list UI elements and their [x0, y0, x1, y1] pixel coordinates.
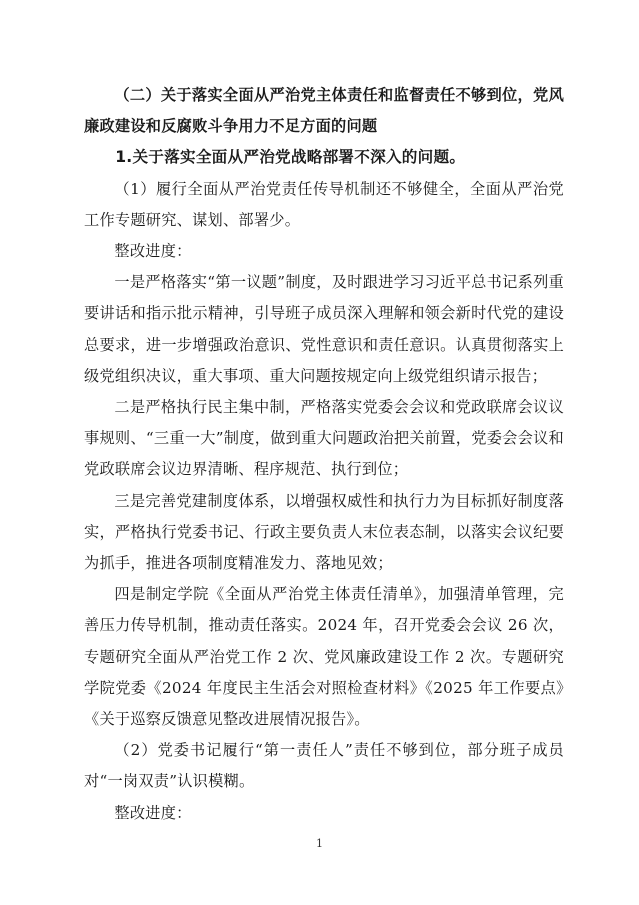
- document-body: [84, 80, 564, 829]
- issue-paragraph-1: （1）履行全面从严治党责任传导机制还不够健全，全面从严治党工作专题研究、谋划、部署少。: [84, 179, 564, 229]
- issue-paragraph-2: （2）党委书记履行“第一责任人”责任不够到位，部分班子成员对“一岗双责”认识模糊。: [84, 741, 564, 791]
- measure-paragraph-2: 二是严格执行民主集中制，严格落实党委会会议和党政联席会议议事规则、“三重一大”制度，做到重大问题政治把关前置，党委会会议和党政联席会议边界清晰、程序规范、执行到位；: [84, 398, 564, 479]
- section-heading: （二）关于落实全面从严治党主体责任和监督责任不够到位，党风廉政建设和反腐败斗争用力不足方面的问题: [84, 86, 564, 136]
- page-number: 1: [316, 837, 323, 850]
- item-heading: 1.关于落实全面从严治党战略部署不深入的问题。: [115, 148, 466, 167]
- progress-label-1: 整改进度：: [114, 242, 192, 261]
- measure-paragraph-4: 四是制定学院《全面从严治党主体责任清单》，加强清单管理，完善压力传导机制，推动责任落实。2024 年，召开党委会会议 26 次，专题研究全面从严治党工作 2 次、党风廉政建设工作 2 次。专题研究学院党委《2024 年度民主生活会对照检查材料》《2025 年工作要点》《关于巡察反馈意见整改进展情况报告》。: [84, 585, 564, 729]
- progress-label-2: 整改进度：: [114, 803, 192, 822]
- measure-paragraph-3: 三是完善党建制度体系，以增强权威性和执行力为目标抓好制度落实，严格执行党委书记、行政主要负责人末位表态制，以落实会议纪要为抓手，推进各项制度精准发力、落地见效；: [84, 491, 564, 573]
- measure-paragraph-1: 一是严格落实“第一议题”制度，及时跟进学习习近平总书记系列重要讲话和指示批示精神，引导班子成员深入理解和领会新时代党的建设总要求，进一步增强政治意识、党性意识和责任意识。认真贯彻落实上级党组织决议，重大事项、重大问题按规定向上级党组织请示报告；: [84, 273, 564, 385]
